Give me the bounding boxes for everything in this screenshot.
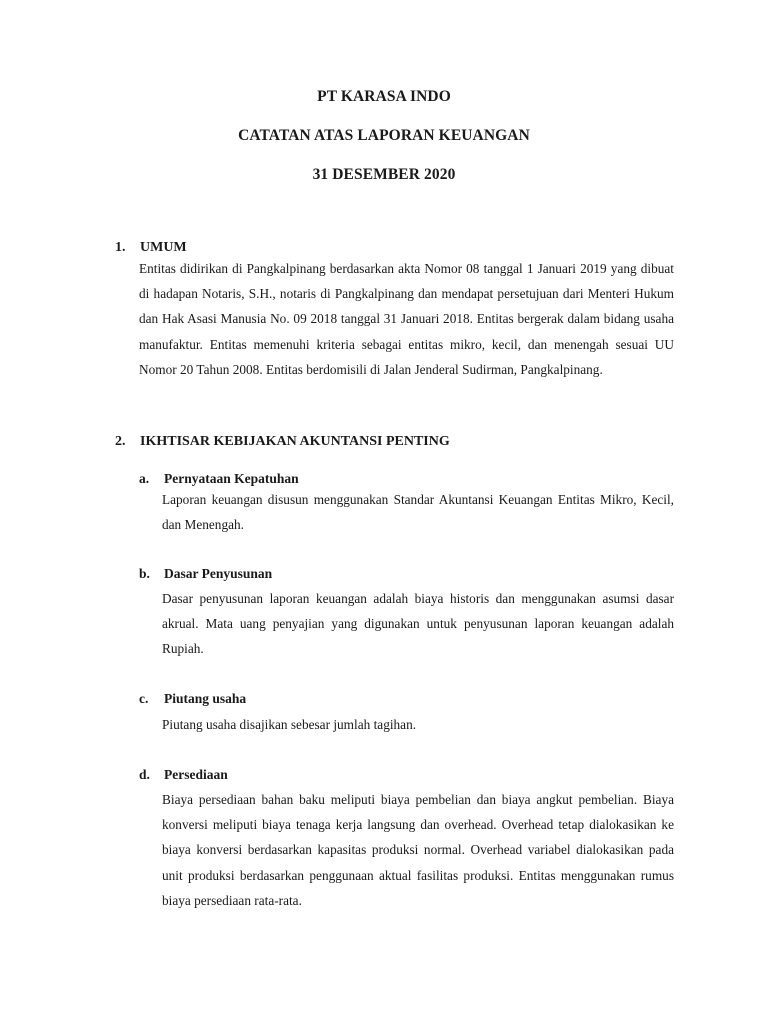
subsection-d-body: Biaya persediaan bahan baku meliputi biaya pembelian dan biaya angkut pembelian. Biaya konversi meliputi biaya tenaga kerja langsung dan overhead. Overhead tetap dialokasikan ke biaya konversi berdasarkan kapasitas produksi normal. Overhead variabel dialokasikan pada unit produksi berdasarkan penggunaan aktual fasilitas produksi. Entitas menggunakan rumus biaya persediaan rata-rata.: [162, 792, 674, 908]
subsection-c-heading: Piutang usaha: [164, 691, 247, 706]
subsection-c-body: Piutang usaha disajikan sebesar jumlah tagihan.: [162, 717, 417, 732]
section-1-number: 1.: [115, 240, 126, 255]
section-1-heading: UMUM: [140, 240, 187, 255]
subsection-c-letter: c.: [139, 691, 149, 706]
section-1-body: Entitas didirikan di Pangkalpinang berdasarkan akta Nomor 08 tanggal 1 Januari 2019 yang dibuat di hadapan Notaris, S.H., notaris di Pangkalpinang dan mendapat persetujuan dari Menteri Hukum dan Hak Asasi Manusia No. 09 2018 tanggal 31 Januari 2018. Entitas bergerak dalam bidang usaha manufaktur. Entitas memenuhi kriteria sebagai entitas mikro, kecil, dan menengah sesuai UU Nomor 20 Tahun 2008. Entitas berdomisili di Jalan Jenderal Sudirman, Pangkalpinang.: [139, 261, 674, 377]
company-name: PT KARASA INDO: [317, 88, 451, 105]
section-2-heading: IKHTISAR KEBIJAKAN AKUNTANSI PENTING: [140, 434, 450, 449]
subsection-b-letter: b.: [139, 566, 150, 581]
subsection-a-body: Laporan keuangan disusun menggunakan Standar Akuntansi Keuangan Entitas Mikro, Kecil, dan Menengah.: [162, 492, 674, 533]
subsection-a-heading: Pernyataan Kepatuhan: [164, 471, 299, 486]
report-date: 31 DESEMBER 2020: [312, 166, 456, 183]
subsection-d-heading: Persediaan: [164, 767, 228, 782]
section-2-number: 2.: [115, 434, 126, 449]
subsection-d-letter: d.: [139, 767, 150, 782]
subsection-b-body: Dasar penyusunan laporan keuangan adalah biaya historis dan menggunakan asumsi dasar akrual. Mata uang penyajian yang digunakan untuk penyusunan laporan keuangan adalah Rupiah.: [162, 591, 674, 657]
report-title: CATATAN ATAS LAPORAN KEUANGAN: [238, 127, 530, 144]
subsection-b-heading: Dasar Penyusunan: [164, 566, 273, 581]
subsection-a-letter: a.: [139, 471, 150, 486]
